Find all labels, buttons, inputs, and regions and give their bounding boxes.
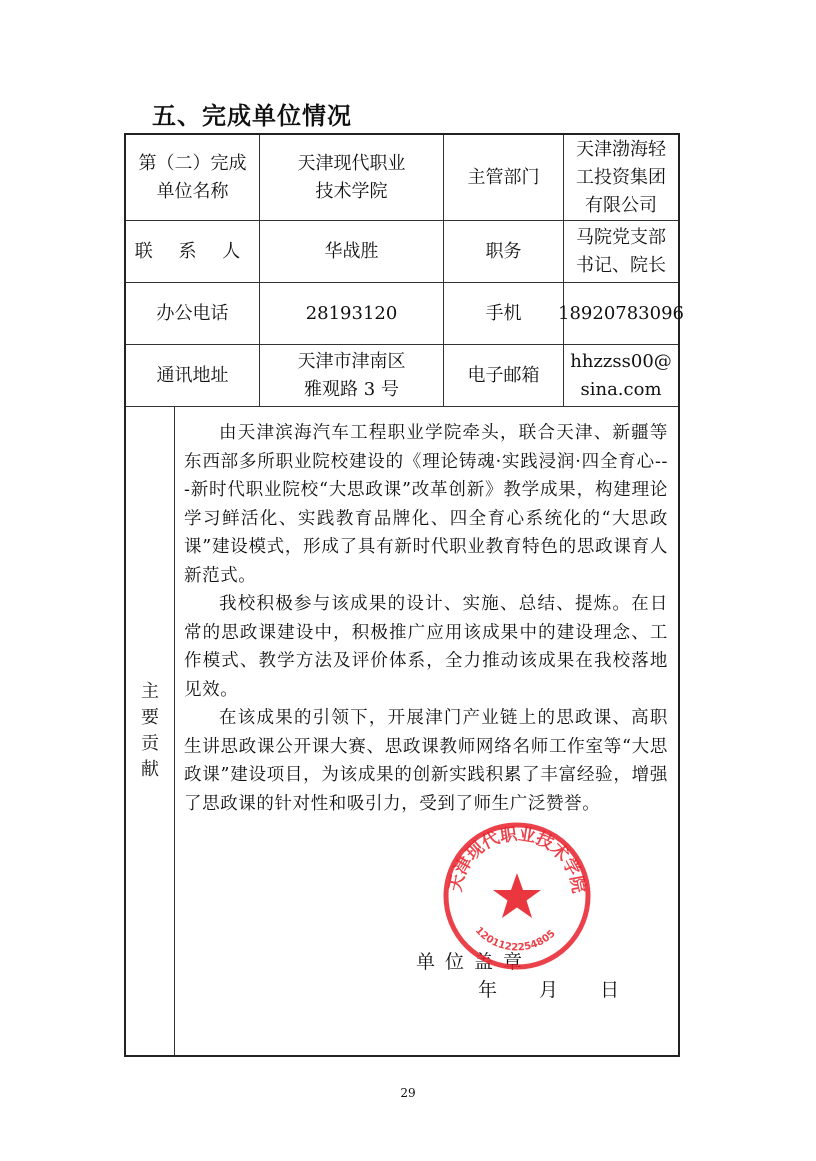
address-value: 天津市津南区 雅观路 3 号 xyxy=(260,345,444,406)
unit-seal-label: 单位盖章 xyxy=(416,951,533,973)
contribution-paragraph: 在该成果的引领下，开展津门产业链上的思政课、高职生讲思政课公开课大赛、思政课教师网络名师工作室等“大思政课”建设项目，为该成果的创新实践积累了丰富经验，增强了思政课的针对性和吸引力，受到了师生广泛赞誉。 xyxy=(184,708,668,814)
position-value: 马院党支部 书记、院长 xyxy=(576,226,666,276)
email-label: 电子邮箱 xyxy=(444,345,564,406)
contribution-paragraph: 由天津滨海汽车工程职业学院牵头，联合天津、新疆等东西部多所职业院校建设的《理论铸魂·实践浸润·四全育心---新时代职业院校“大思政课”改革创新》教学成果，构建理论学习鲜活化、实践教育品牌化、四全育心系统化的“大思政课”建设模式，形成了具有新时代职业教育特色的思政课育人新范式。 xyxy=(184,423,668,586)
contribution-paragraph: 我校积极参与该成果的设计、实施、总结、提炼。在日常的思政课建设中，积极推广应用该成果中的建设理念、工作模式、教学方法及评价体系，全力推动该成果在我校落地见效。 xyxy=(184,594,668,700)
unit-name-label: 第（二）完成 单位名称 xyxy=(126,135,260,220)
office-phone-value: 28193120 xyxy=(260,283,444,344)
position-label: 职务 xyxy=(444,221,564,282)
unit-info-table xyxy=(124,133,684,1057)
office-phone-label: 办公电话 xyxy=(126,283,260,344)
section-title: 五、完成单位情况 xyxy=(152,102,352,130)
table-row xyxy=(126,283,684,345)
address-label: 通讯地址 xyxy=(126,345,260,406)
unit-name-value: 天津现代职业 技术学院 xyxy=(260,135,444,220)
main-contribution-label: 主 要 贡 献 xyxy=(126,407,175,1055)
official-seal-stamp xyxy=(442,821,592,971)
table-row xyxy=(126,221,678,283)
contact-value: 华战胜 xyxy=(260,221,444,282)
contact-label: 联 系 人 xyxy=(126,221,260,282)
mobile-value: 18920783096 xyxy=(558,302,684,324)
email-value: hhzzss00@ sina.com xyxy=(570,350,672,400)
supervisor-label: 主管部门 xyxy=(444,135,564,220)
contribution-text xyxy=(184,419,668,818)
supervisor-value: 天津渤海轻 工投资集团 有限公司 xyxy=(576,138,666,216)
seal-star-icon xyxy=(493,873,541,918)
main-contribution-section xyxy=(126,407,678,1055)
mobile-label: 手机 xyxy=(444,283,564,344)
date-label: 年 月 日 xyxy=(478,979,624,1001)
seal-code: 1201122254805 xyxy=(472,925,558,954)
page-number: 29 xyxy=(400,1086,416,1100)
table-row xyxy=(126,135,678,221)
seal-text: 天津现代职业技术学院 xyxy=(445,824,589,895)
table-row xyxy=(126,345,678,407)
